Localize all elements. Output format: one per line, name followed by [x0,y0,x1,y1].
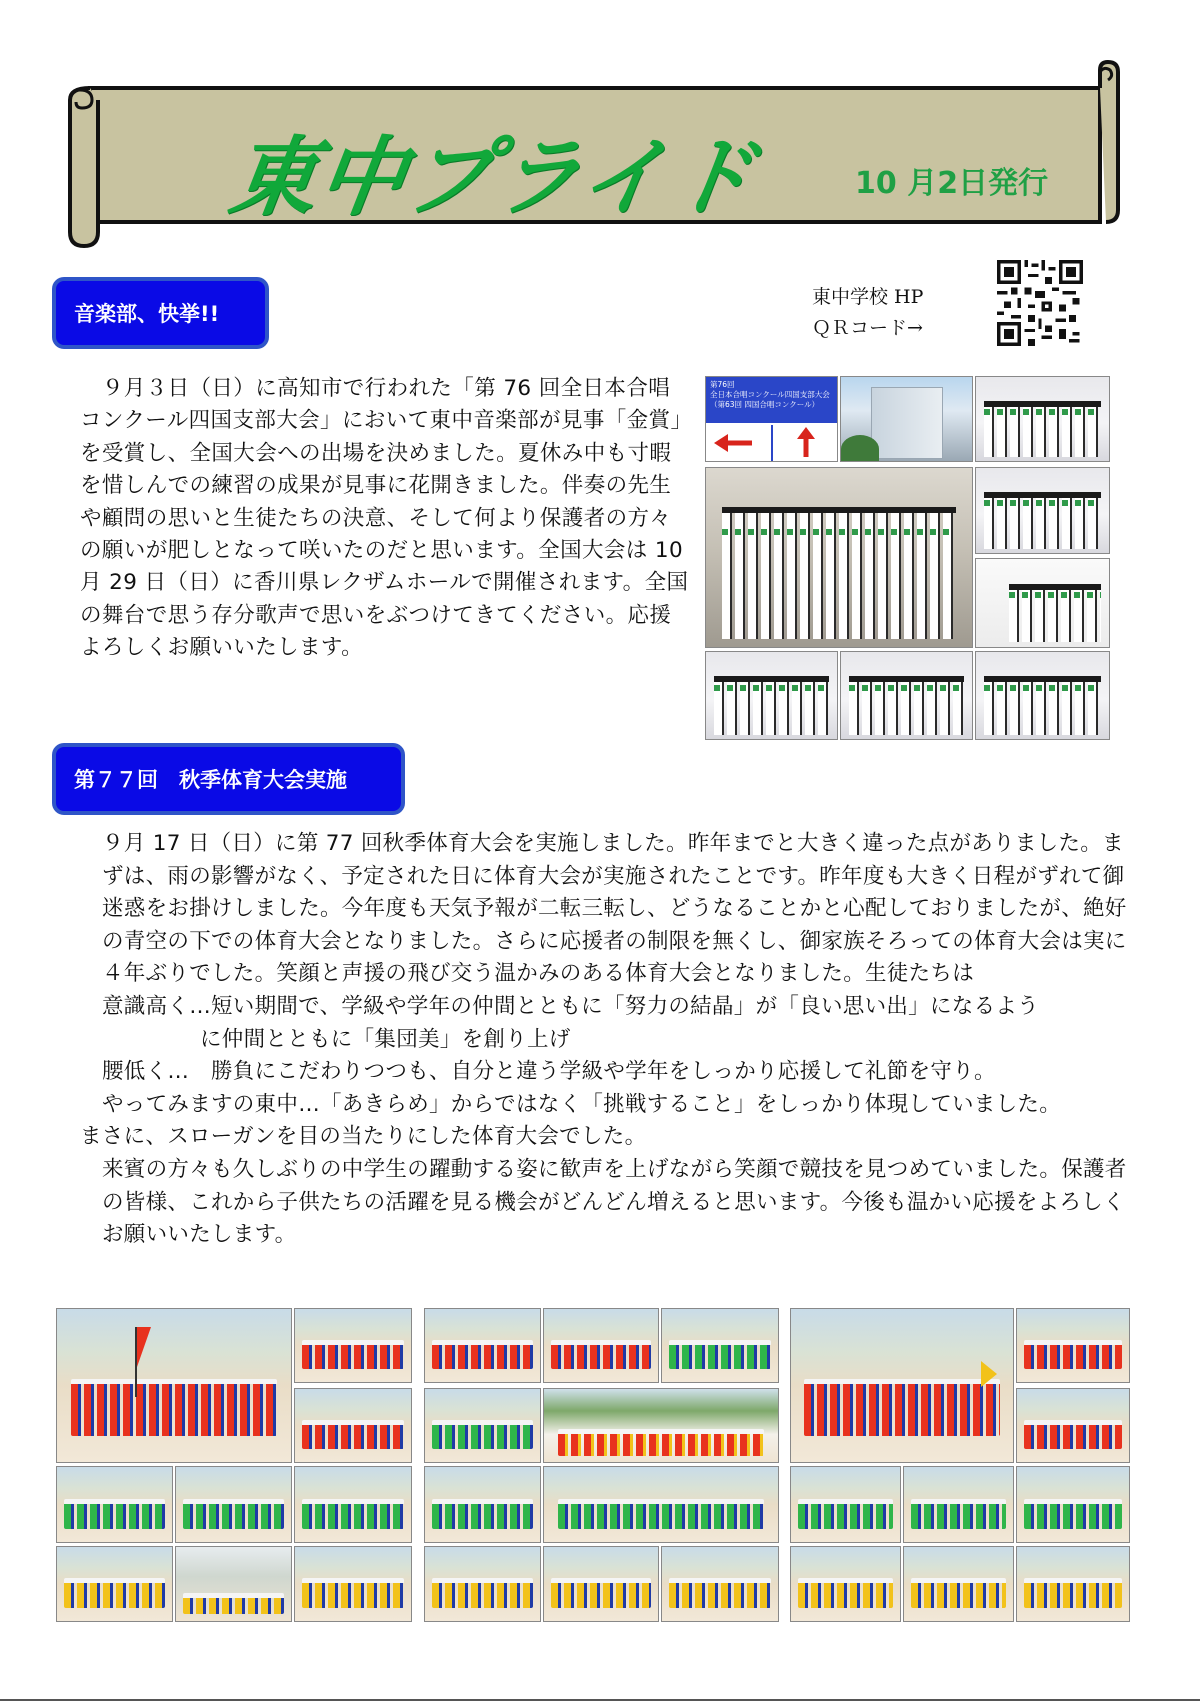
qr-caption-line2: ＱＲコード→ [812,317,923,339]
article-point-2: 腰低く… 勝負にこだわりつつも、自分と違う学級や学年をしっかり応援して礼節を守り。 [102,1059,996,1085]
photo-sports-yellow-1 [56,1546,173,1622]
photo-choir-steps [705,467,973,648]
article-paragraph-closing: 来賓の方々も久しぶりの中学生の躍動する姿に歓声を上げながら笑顔で競技を見つめていました。保護者の皆様、これから子供たちの活躍を見る機会がどんどん増えると思います。今後も温かい応援をよろしくお願いいたします。 [102,1156,1127,1248]
photo-sports-green-5 [424,1388,541,1463]
article-point-1b: に仲間とともに「集団美」を創り上げ [200,1026,571,1052]
section-heading-music-club: 音楽部、快挙!! [52,277,269,349]
qr-caption [812,282,923,344]
photo-sports-yellow-4 [424,1546,541,1622]
photo-choir-group-5 [840,651,973,740]
issue-date: 10 月2日発行 [855,166,1049,201]
photo-sports-green-1 [56,1466,173,1543]
article-point-1a: 意識高く…短い期間で、学級や学年の仲間とともに「努力の結晶」が「良い思い出」になるよう [102,993,1039,1019]
photo-sports-yellow-8 [903,1546,1014,1622]
photo-sports-green-3 [294,1466,412,1543]
arrow-signs-icon [706,423,838,462]
photo-sports-red-march [56,1308,292,1463]
photo-sports-red-7 [1016,1388,1130,1463]
photo-sports-green-10 [1016,1466,1130,1543]
photo-sports-red-2 [294,1308,412,1383]
photo-sports-green-9 [903,1466,1014,1543]
photo-choir-group-4 [705,651,838,740]
photo-choir-group-3 [975,558,1110,648]
photo-sports-red-5 [543,1308,659,1383]
photo-sports-tents [543,1388,779,1463]
article-paragraph-slogan: まさに、スローガンを目の当たりにした体育大会でした。 [80,1124,647,1150]
photo-sports-green-2 [175,1466,292,1543]
photo-sports-yellow-3 [294,1546,412,1622]
qr-code-icon[interactable] [997,260,1083,346]
photo-sports-green-6 [424,1466,541,1543]
photo-concert-hall [840,376,973,462]
photo-sports-red-march-2 [790,1308,1014,1463]
photo-choir-group-1 [975,376,1110,462]
photo-sports-green-7 [543,1466,779,1543]
photo-competition-sign [705,376,838,462]
sign-line1: 第76回 [710,380,735,389]
photo-sports-yellow-5 [543,1546,659,1622]
sign-line3: （第63回 四国合唱コンクール） [710,400,820,409]
page-title: 東中プライド [223,128,764,228]
sports-festival-article [80,828,1144,1252]
photo-sports-yellow-6 [661,1546,779,1622]
photo-sports-green-4 [661,1308,779,1383]
sign-line2: 全日本合唱コンクール四国支部大会 [710,390,830,399]
photo-sports-red-4 [424,1308,541,1383]
article-paragraph-1: ９月 17 日（日）に第 77 回秋季体育大会を実施しました。昨年までと大きく違った点がありました。まずは、雨の影響がなく、予定された日に体育大会が実施されたことです。昨年度も大きく日程がずれて御迷惑をお掛けしました。今年度も天気予報が二転三転し、どうなることかと心配しておりましたが、絶好の青空の下での体育大会となりました。さらに応援者の制限を無くし、御家族そろっての体育大会は実に４年ぶりでした。笑顔と声援の飛び交う温かみのある体育大会となりました。生徒たちは [102,831,1127,987]
music-club-article: ９月３日（日）に高知市で行われた「第 76 回全日本合唱コンクール四国支部大会」において東中音楽部が見事「金賞」を受賞し、全国大会への出場を決めました。夏休み中も寸暇を惜しんでの練習の成果が見事に花開きました。伴奏の先生や顧問の思いと生徒たちの決意、そして何より保護者の方々の願いが肥しとなって咲いたのだと思います。全国大会は 10 月 29 日（日）に香川県レクザムホールで開催されます。全国の舞台で思う存分歌声で思いをぶつけてきてください。応援よろしくお願いいたします。 [80,376,689,661]
photo-choir-group-2 [975,467,1110,554]
photo-sports-red-6 [1016,1308,1130,1383]
title-banner [0,0,1200,260]
photo-sports-yellow-7 [790,1546,901,1622]
photo-sports-red-3 [294,1388,412,1463]
section-heading-sports-festival: 第７７回 秋季体育大会実施 [52,743,405,815]
photo-sports-yellow-9 [1016,1546,1130,1622]
qr-caption-line1: 東中学校 HP [812,286,924,308]
photo-sports-green-8 [790,1466,901,1543]
photo-sports-yellow-2 [175,1546,292,1622]
photo-choir-group-6 [975,651,1110,740]
article-point-3: やってみますの東中…「あきらめ」からではなく「挑戦すること」をしっかり体現していました。 [102,1091,1061,1117]
